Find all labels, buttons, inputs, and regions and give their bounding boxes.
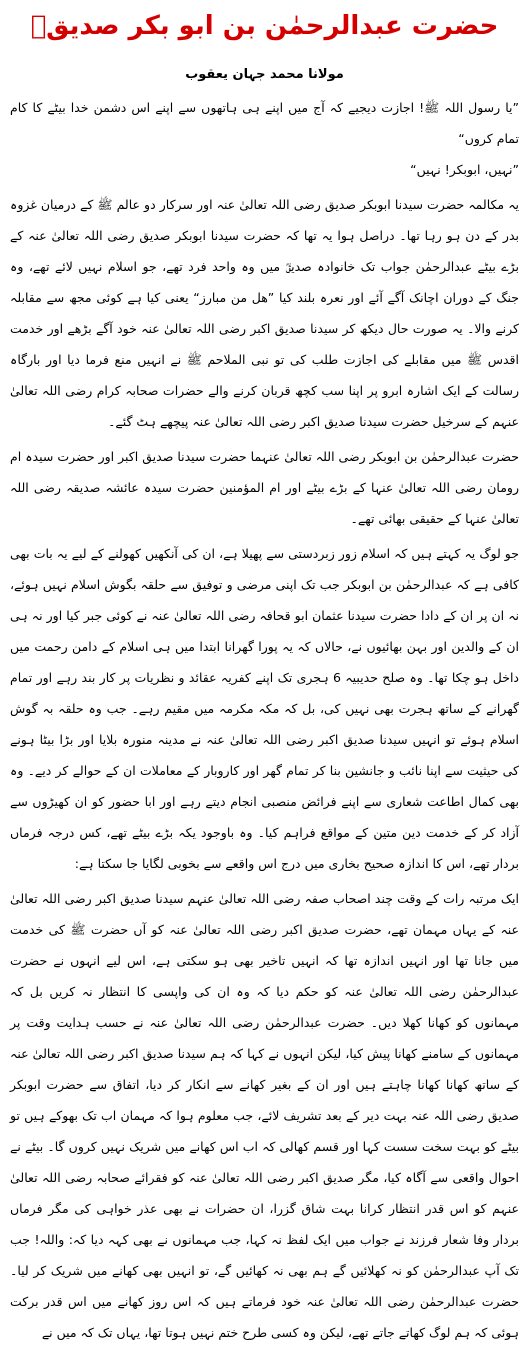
article-paragraph: جو لوگ یہ کہتے ہیں کہ اسلام زور زبردستی سے پھیلا ہے، ان کی آنکھیں کھولنے کے لیے یہ بات بھی کافی ہے کہ عبدالرحمٰن بن ابوبکر جب تک اپنی مرضی و توفیق سے حلقہ بگوش اسلام نہیں ہوئے، نہ ان پر ان کے دادا حضرت سیدنا عثمان ابو قحافہ رضی اللہ تعالیٰ عنہ نے کوئی جبر کیا اور نہ ہی ان کے والدین اور بہن بھائیوں نے، حالاں کہ یہ پورا گھرانا ابتدا میں ہی اسلام کے دامن رحمت میں داخل ہو چکا تھا۔ وہ صلح حدیبیہ 6 ہجری تک اپنے کفریہ عقائد و نظریات پر کار بند رہے اور تمام گھرانے کے ساتھ ہجرت بھی نہیں کی، بل کہ مکہ مکرمہ میں مقیم رہے۔ جب وہ حلقہ بہ گوش اسلام ہوئے تو انہیں سیدنا صدیق اکبر رضی اللہ تعالیٰ عنہ نے مدینہ منورہ بلایا اور بڑا بیٹا ہونے کی حیثیت سے اپنا نائب و جانشین بنا کر تمام گھر اور کاروبار کے معاملات ان کے حوالے کر دیے۔ وہ بھی کمال اطاعت شعاری سے اپنے فرائض منصبی انجام دیتے رہے اور ابا حضور کو ان کھیڑوں سے آزاد کر کے خدمت دین متین کے مواقع فراہم کیا۔ وہ باوجود یکہ بڑے بیٹے تھے، کس درجہ فرماں بردار تھے، اس کا اندازہ صحیح بخاری میں درج اس واقعے سے بخوبی لگایا جا سکتا ہے: [10, 546, 519, 871]
article-paragraph: ایک مرتبہ رات کے وقت چند اصحاب صفہ رضی اللہ تعالیٰ عنہم سیدنا صدیق اکبر رضی اللہ تعالیٰ عنہ کے یہاں مہمان تھے، حضرت صدیق اکبر رضی اللہ تعالیٰ عنہ کو آں حضرت ﷺ کی خدمت میں جانا تھا اور انہیں اندازہ تھا کہ انہیں تاخیر بھی ہو سکتی ہے، اس لیے انہوں نے حضرت عبدالرحمٰن رضی اللہ تعالیٰ عنہ کو حکم دیا کہ وہ ان کی واپسی کا انتظار نہ کریں بل کہ مہمانوں کو کھانا کھلا دیں۔ حضرت عبدالرحمٰن رضی اللہ تعالیٰ عنہ نے حسب ہدایت وقت پر مہمانوں کے سامنے کھانا پیش کیا، لیکن انہوں نے کہا کہ ہم سیدنا صدیق اکبر رضی اللہ تعالیٰ عنہ کے ساتھ کھانا کھانا چاہتے ہیں اور ان کے بغیر کھانے سے انکار کر دیا، اتفاق سے حضرت ابوبکر صدیق رضی اللہ عنہ بہت دیر کے بعد تشریف لائے، جب معلوم ہوا کہ مہمان اب تک بھوکے ہیں تو بیٹے کو بہت سخت سست کہا اور قسم کھالی کہ اب اس کھانے میں شریک نہیں کروں گا۔ بیٹے نے احوال واقعی سے آگاہ کیا، مگر صدیق اکبر رضی اللہ تعالیٰ عنہ کو فقرائے صحابہ رضی اللہ تعالیٰ عنہم کو اس قدر انتظار کرانا بہت شاق گزرا، ان حضرات نے بھی عذر خواہی کی مگر فرماں بردار وفا شعار فرزند نے جواب میں ایک لفظ نہ کہا، جب مہمانوں نے بھی کہہ دیا کہ: واللہ! جب تک آپ عبدالرحمٰن کو نہ کھلائیں گے ہم بھی نہ کھائیں گے، تو انہیں بھی کھانے میں شریک کر لیا۔ حضرت عبدالرحمٰن رضی اللہ تعالیٰ عنہ خود فرماتے ہیں کہ اس روز کھانے میں اس قدر برکت ہوئی کہ ہم لوگ کھاتے جاتے تھے، لیکن وہ کسی طرح ختم نہیں ہوتا تھا، یہاں تک کہ میں نے [10, 891, 519, 1340]
quote-line: ”نہیں، ابوبکر! نہیں“ [410, 162, 519, 177]
opening-quote [10, 92, 519, 185]
article-author: مولانا محمد جہان یعقوب [185, 67, 344, 82]
quote-line: ”یا رسول اللہ ﷺ! اجازت دیجیے کہ آج میں اپنے ہی ہاتھوں سے اپنے اس دشمن خدا بیٹے کا کام تمام کروں“ [10, 100, 519, 146]
article-paragraph: حضرت عبدالرحمٰن بن ابوبکر رضی اللہ تعالیٰ عنہما حضرت سیدنا صدیق اکبر اور حضرت سیدہ ام رومان رضی اللہ تعالیٰ عنہا کے بڑے بیٹے اور ام المؤمنین حضرت سیدہ عائشہ صدیقہ رضی اللہ تعالیٰ عنہا کے حقیقی بھائی تھے۔ [10, 449, 519, 526]
article-title: حضرت عبدالرحمٰن بن ابو بکر صدیقؓ [30, 11, 499, 41]
article-paragraph: یہ مکالمہ حضرت سیدنا ابوبکر صدیق رضی اللہ تعالیٰ عنہ اور سرکار دو عالم ﷺ کے درمیان غزوہ بدر کے دن ہو رہا تھا۔ دراصل ہوا یہ تھا کہ حضرت سیدنا ابوبکر صدیق رضی اللہ تعالیٰ عنہ کے بڑے بیٹے عبدالرحمٰن جواب تک خانوادہ صدیقؓ میں وہ واحد فرد تھے، جو اسلام نہیں لائے تھے، وہ جنگ کے دوران اچانک آگے آئے اور نعرہ بلند کیا ”ھل من مبارز“ یعنی کیا ہے کوئی مجھ سے مقابلہ کرنے والا۔ یہ صورت حال دیکھ کر سیدنا صدیق اکبر رضی اللہ تعالیٰ عنہ خود آگے بڑھے اور خدمت اقدس ﷺ میں مقابلے کی اجازت طلب کی تو نبی الملاحم ﷺ نے انہیں منع فرما دیا اور بارگاہ رسالت کے ایک اشارہ ابرو پر اپنا سب کچھ قربان کرنے والے حضرات صحابہ کرام رضی اللہ تعالیٰ عنہم کے سرخیل حضرت سیدنا صدیق اکبر رضی اللہ تعالیٰ عنہ پیچھے ہٹ گئے۔ [10, 197, 519, 429]
